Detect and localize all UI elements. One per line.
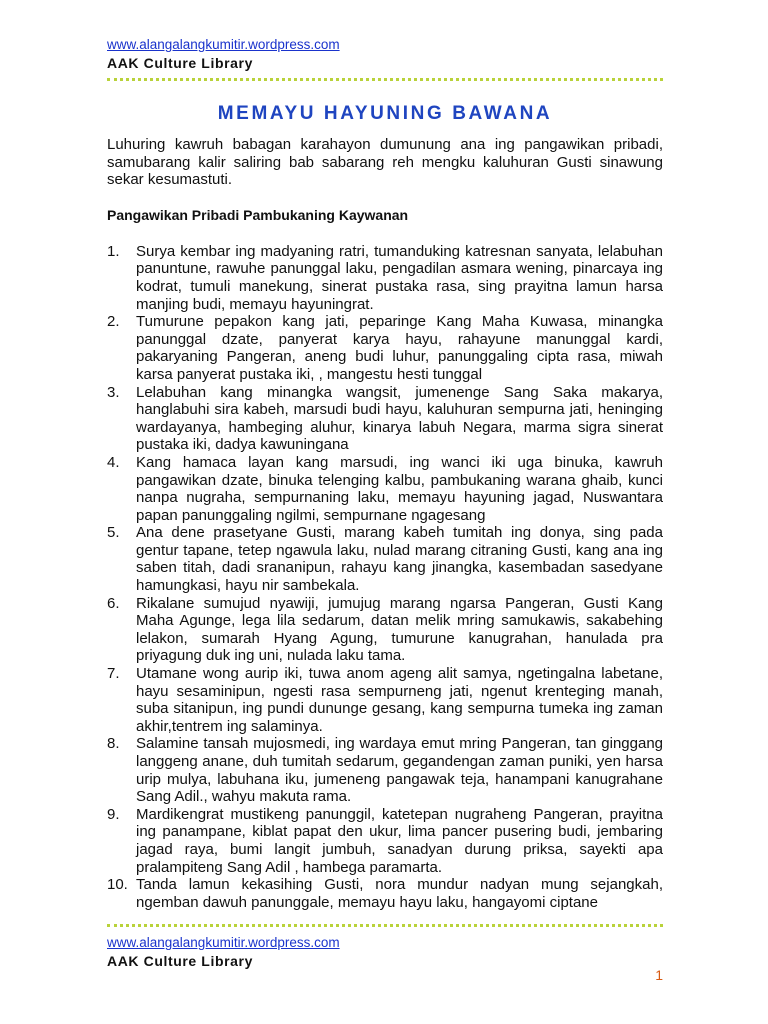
header-dotted-divider <box>107 78 663 81</box>
document-title: MEMAYU HAYUNING BAWANA <box>217 103 553 124</box>
page-footer <box>107 924 663 971</box>
list-item-number: 3. <box>107 383 120 401</box>
page-header <box>107 37 663 81</box>
list-item-number: 7. <box>107 665 120 683</box>
list-item-text: Salamine tansah mujosmedi, ing wardaya emut mring Pangeran, tan ginggang langgeng anane, duh tumitah sedarum, gegandengan zaman puniki, yen harsa urip mulya, labuhana iku, jumeneng pangawak teja, hanampani kanugrahane Sang Adil., wahyu makuta rama. <box>136 735 663 806</box>
list-item <box>107 876 663 911</box>
list-item <box>107 243 663 313</box>
list-item <box>107 595 663 665</box>
header-site-link[interactable]: www.alangalangkumitir.wordpress.com <box>107 37 340 52</box>
list-item <box>107 524 663 594</box>
header-library-name: AAK Culture Library <box>107 55 253 71</box>
list-item-text: Tumurune pepakon kang jati, peparinge Kang Maha Kuwasa, minangka panunggal dzate, panyerat karya hayu, rahayune manunggal kardi, pakaryaning Pangeran, aneng budi luhur, panunggaling cipta rasa, miwah karsa panyerat pustaka iki, , mangestu hesti tunggal <box>136 313 663 383</box>
footer-dotted-divider <box>107 924 663 927</box>
list-item-text: Tanda lamun kekasihing Gusti, nora mundur nadyan mung sejangkah, ngemban dawuh panunggale, memayu hayu laku, hangayomi ciptane <box>136 876 663 911</box>
list-item <box>107 735 663 805</box>
list-item-text: Mardikengrat mustikeng panunggil, katetepan nugraheng Pangeran, prayitna ing panampane, kiblat papat den ukur, lima pancer pusering budi, jembaring jagad raya, bumi langit jumbuh, sanadyan durung priksa, sayekti apa pralampiteng Sang Adil , hambega paramarta. <box>136 805 663 876</box>
document-body <box>107 136 663 911</box>
list-item <box>107 454 663 524</box>
verse-list <box>107 243 663 912</box>
list-item-text: Rikalane sumujud nyawiji, jumujug marang ngarsa Pangeran, Gusti Kang Maha Agunge, lega lila sedarum, datan melik mring samukawis, sakabehing lelakon, sumarah Hyang Agung, tumurune kanugrahan, hanulada pra priyagung duk ing uni, nulada laku tama. <box>136 594 663 665</box>
list-item-text: Ana dene prasetyane Gusti, marang kabeh tumitah ing donya, sing pada gentur tapane, tetep ngawula laku, nulad marang citraning Gusti, kang ana ing saben titah, dadi srananipun, rahayu kang jinangka, kasembadan sasedyane hamungkasi, hayu nir sambekala. <box>136 524 663 595</box>
list-item-text: Utamane wong aurip iki, tuwa anom ageng alit samya, ngetingalna labetane, hayu sesaminipun, ngesti rasa sempurneng jati, ngenut krenteging manah, suba sitanipun, ing pundi dununge gesang, kang sempurna tumeka ing zaman akhir,tentrem ing salaminya. <box>136 665 663 735</box>
list-item-number: 1. <box>107 242 120 260</box>
intro-paragraph: Luhuring kawruh babagan karahayon dumunung ana ing pangawikan pribadi, samubarang kalir saliring bab sabarang reh mengku kaluhuran Gusti sinawung sekar kesumastuti. <box>107 136 663 189</box>
list-item <box>107 313 663 383</box>
list-item-number: 9. <box>107 805 120 823</box>
list-item <box>107 384 663 454</box>
list-item-number: 2. <box>107 313 120 331</box>
footer-library-name: AAK Culture Library <box>107 953 253 969</box>
section-subtitle: Pangawikan Pribadi Pambukaning Kaywanan <box>107 206 409 223</box>
list-item <box>107 806 663 876</box>
page-number: 1 <box>655 967 663 983</box>
list-item-text: Lelabuhan kang minangka wangsit, jumenenge Sang Saka makarya, hanglabuhi sira kabeh, marsudi budi hayu, kaluhuran sempurna jati, heninging wardayanya, hambeging aluhur, kinarya labuh Negara, marma sigra sinerat pustaka iki, dadya kawuningana <box>136 383 663 454</box>
list-item-number: 5. <box>107 524 120 542</box>
list-item-number: 8. <box>107 735 120 753</box>
list-item-number: 4. <box>107 453 120 471</box>
list-item-number: 6. <box>107 594 120 612</box>
footer-site-link[interactable]: www.alangalangkumitir.wordpress.com <box>107 935 340 950</box>
list-item-number: 10. <box>107 876 128 894</box>
list-item <box>107 665 663 735</box>
list-item-text: Kang hamaca layan kang marsudi, ing wanci iki uga binuka, kawruh pangawikan dzate, binuka telenging kalbu, pambukaning warana ghaib, kunci nanpa nugraha, sempurnaning laku, memayu hayuning jagad, Nuswantara papan panunggaling ngilmi, sempurnane ngagesang <box>136 453 663 524</box>
list-item-text: Surya kembar ing madyaning ratri, tumanduking katresnan sanyata, lelabuhan panuntune, rawuhe panunggal laku, pengadilan asmara wening, pinarcaya ing kodrat, tumuli manekung, sinerat pustaka rasa, sing prayitna lamun harsa manjing budi, memayu hayuningrat. <box>136 242 663 313</box>
